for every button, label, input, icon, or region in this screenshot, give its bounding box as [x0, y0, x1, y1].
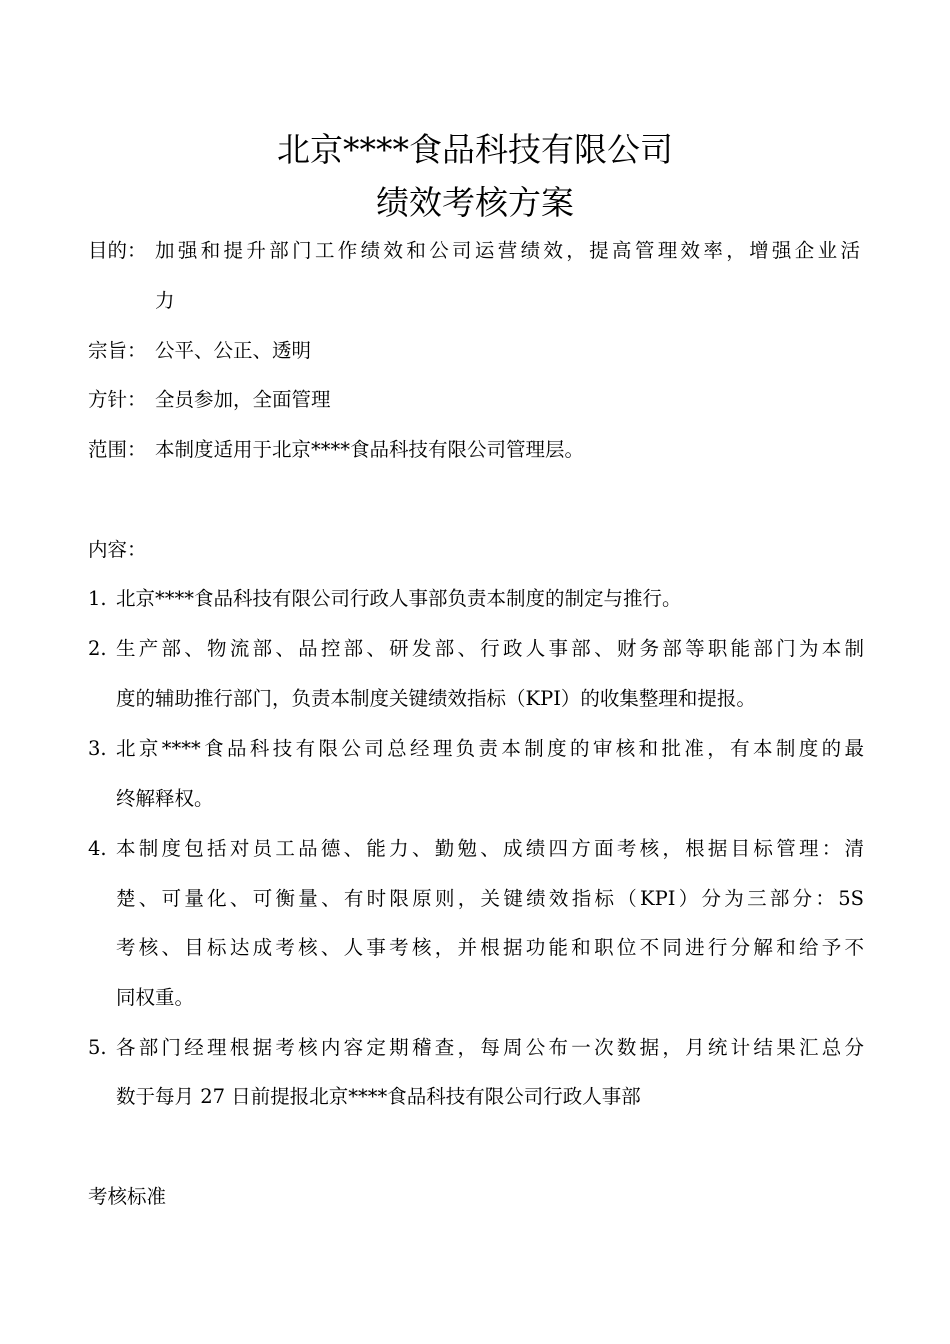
list-item-line: 度的辅助推行部门，负责本制度关键绩效指标（KPI）的收集整理和提报。: [116, 687, 756, 710]
standards-heading: 考核标准: [88, 1185, 167, 1208]
list-item-line: 楚、可量化、可衡量、有时限原则，关键绩效指标（KPI）分为三部分：5S: [116, 887, 864, 910]
document-title-company: 北京****食品科技有限公司: [277, 130, 673, 169]
list-item-line: 终解释权。: [116, 787, 214, 810]
list-item-line: 考核、目标达成考核、人事考核，并根据功能和职位不同进行分解和给予不: [116, 936, 864, 959]
policy-text: 全员参加，全面管理: [155, 388, 331, 411]
scope-text: 本制度适用于北京****食品科技有限公司管理层。: [155, 438, 585, 461]
list-item-line: 生产部、物流部、品控部、研发部、行政人事部、财务部等职能部门为本制: [116, 637, 864, 660]
list-item-line: 北京****食品科技有限公司总经理负责本制度的审核和批准，有本制度的最: [116, 737, 864, 760]
list-item-number: 2.: [88, 637, 107, 660]
purpose-text-line1: 加强和提升部门工作绩效和公司运营绩效，提高管理效率，增强企业活: [155, 239, 860, 262]
list-item-line: 各部门经理根据考核内容定期稽查，每周公布一次数据，月统计结果汇总分: [116, 1036, 864, 1059]
policy-label: 方针：: [88, 388, 147, 411]
list-item-line: 本制度包括对员工品德、能力、勤勉、成绩四方面考核，根据目标管理：清: [116, 837, 864, 860]
list-item-number: 4.: [88, 837, 107, 860]
document-title-plan: 绩效考核方案: [376, 183, 574, 222]
content-heading: 内容：: [88, 538, 147, 561]
purpose-text-line2: 力: [155, 289, 175, 312]
list-item-line: 同权重。: [116, 986, 195, 1009]
tenet-label: 宗旨：: [88, 339, 147, 362]
list-item-line: 数于每月 27 日前提报北京****食品科技有限公司行政人事部: [116, 1085, 641, 1108]
list-item-line: 北京****食品科技有限公司行政人事部负责本制度的制定与推行。: [116, 587, 682, 610]
list-item-number: 5.: [88, 1036, 107, 1059]
scope-label: 范围：: [88, 438, 147, 461]
tenet-text: 公平、公正、透明: [155, 339, 312, 362]
purpose-label: 目的：: [88, 239, 147, 262]
list-item-number: 3.: [88, 737, 107, 760]
list-item-number: 1.: [88, 587, 107, 610]
